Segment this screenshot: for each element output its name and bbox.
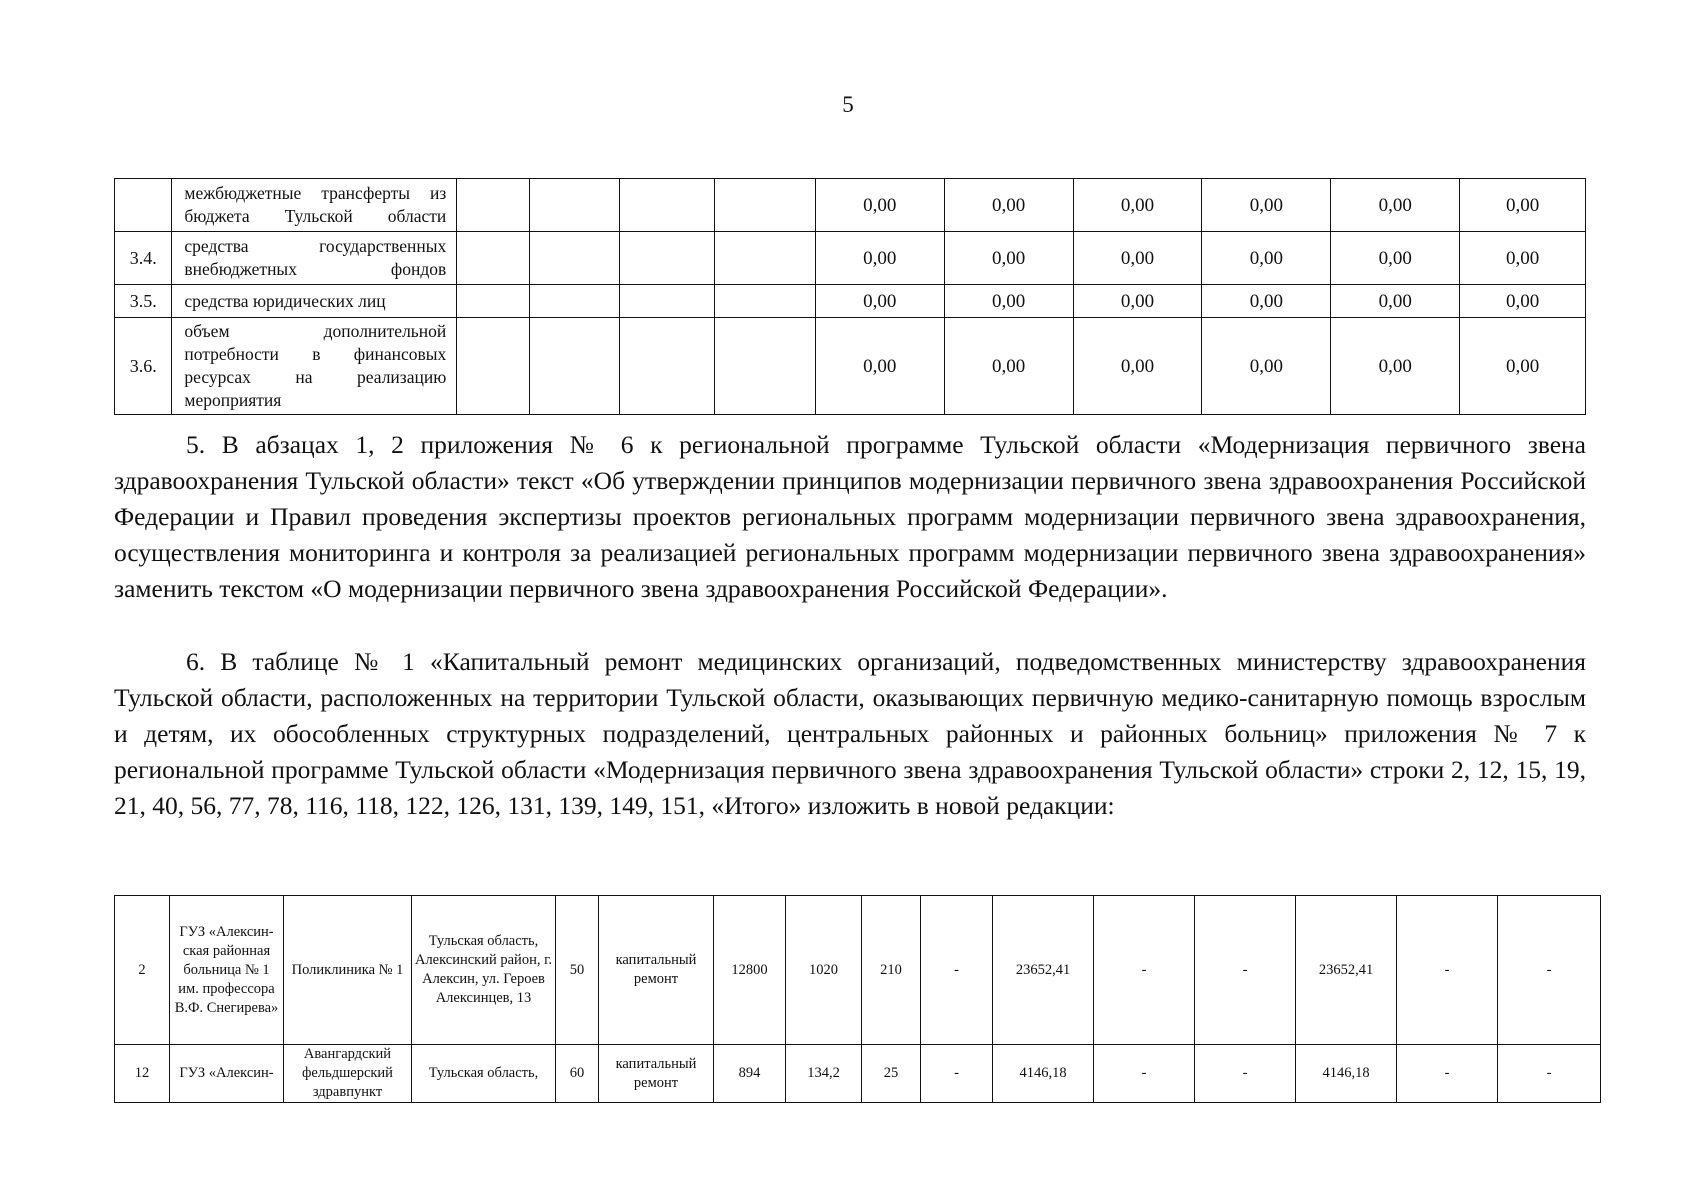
value-cell: 0,00: [1460, 179, 1586, 232]
table-row: [115, 896, 1601, 1045]
value-cell: 4146,18: [993, 1045, 1094, 1103]
value-cell: 0,00: [1460, 232, 1586, 285]
value-cell: 0,00: [815, 318, 944, 415]
organization-cell: ГУЗ «Алексин-ская районная больница № 1 им. профессора В.Ф. Снегирева»: [170, 896, 284, 1045]
value-cell: 0,00: [1460, 285, 1586, 318]
value-cell: 0,00: [944, 285, 1073, 318]
value-cell: -: [1195, 896, 1296, 1045]
address-cell: Тульская область, Алексинский район, г. Алексин, ул. Героев Алексинцев, 13: [412, 896, 556, 1045]
row-description: межбюджетные трансферты из бюджета Тульской области: [172, 179, 457, 232]
table-row: [115, 318, 1586, 415]
table-row: [115, 232, 1586, 285]
table-row: [115, 179, 1586, 232]
value-cell: 0,00: [815, 179, 944, 232]
value-cell: 0,00: [1073, 318, 1202, 415]
row-number: 12: [115, 1045, 170, 1103]
value-cell: 0,00: [815, 232, 944, 285]
value-cell: -: [1397, 896, 1498, 1045]
value-cell: 0,00: [944, 232, 1073, 285]
value-cell: 1020: [786, 896, 862, 1045]
value-cell: -: [1094, 1045, 1195, 1103]
value-cell: 0,00: [815, 285, 944, 318]
row-number: 3.6.: [115, 318, 172, 415]
year-cell: 50: [556, 896, 599, 1045]
table-row: [115, 1045, 1601, 1103]
value-cell: 0,00: [1073, 232, 1202, 285]
value-cell: 23652,41: [993, 896, 1094, 1045]
table-row: [115, 285, 1586, 318]
value-cell: -: [921, 896, 993, 1045]
object-cell: Поликлиника № 1: [284, 896, 412, 1045]
year-cell: 60: [556, 1045, 599, 1103]
value-cell: 0,00: [1331, 232, 1460, 285]
value-cell: -: [1498, 896, 1601, 1045]
work-type-cell: капитальный ремонт: [599, 1045, 714, 1103]
row-description: средства государственных внебюджетных фондов: [172, 232, 457, 285]
value-cell: 0,00: [1202, 285, 1331, 318]
value-cell: 0,00: [1202, 318, 1331, 415]
value-cell: 25: [862, 1045, 921, 1103]
paragraph-item-5: 5. В абзацах 1, 2 приложения № 6 к региональной программе Тульской области «Модернизация первичного звена здравоохранения Тульской области» текст «Об утверждении принципов модернизации первичного звена здравоохранения Российской Федерации и Правил проведения экспертизы проектов региональных программ модернизации первичного звена здравоохранения, осуществления мониторинга и контроля за реализацией региональных программ модернизации первичного звена здравоохранения» заменить текстом «О модернизации первичного звена здравоохранения Российской Федерации».: [114, 430, 1586, 603]
row-description: средства юридических лиц: [172, 285, 457, 318]
value-cell: 4146,18: [1296, 1045, 1397, 1103]
value-cell: 134,2: [786, 1045, 862, 1103]
value-cell: 0,00: [944, 318, 1073, 415]
page-number: 5: [842, 92, 854, 117]
value-cell: 0,00: [1202, 232, 1331, 285]
value-cell: 210: [862, 896, 921, 1045]
value-cell: -: [1094, 896, 1195, 1045]
object-cell: Авангардский фельдшерский здравпункт: [284, 1045, 412, 1103]
value-cell: 0,00: [1460, 318, 1586, 415]
row-number: 3.4.: [115, 232, 172, 285]
value-cell: -: [1195, 1045, 1296, 1103]
value-cell: 0,00: [1073, 285, 1202, 318]
paragraph-item-6: 6. В таблице № 1 «Капитальный ремонт медицинских организаций, подведомственных министерству здравоохранения Тульской области, расположенных на территории Тульской области, оказывающих первичную медико-санитарную помощь взрослым и детям, их обособленных структурных подразделений, центральных районных и районных больниц» приложения № 7 к региональной программе Тульской области «Модернизация первичного звена здравоохранения Тульской области» строки 2, 12, 15, 19, 21, 40, 56, 77, 78, 116, 118, 122, 126, 131, 139, 149, 151, «Итого» изложить в новой редакции:: [114, 647, 1586, 820]
financing-table: [114, 178, 1586, 415]
value-cell: 0,00: [1331, 285, 1460, 318]
value-cell: 0,00: [1331, 318, 1460, 415]
value-cell: 0,00: [1331, 179, 1460, 232]
value-cell: 12800: [714, 896, 786, 1045]
value-cell: 0,00: [1202, 179, 1331, 232]
organization-cell: ГУЗ «Алексин-: [170, 1045, 284, 1103]
work-type-cell: капитальный ремонт: [599, 896, 714, 1045]
value-cell: -: [921, 1045, 993, 1103]
row-number: 3.5.: [115, 285, 172, 318]
value-cell: 0,00: [944, 179, 1073, 232]
value-cell: 0,00: [1073, 179, 1202, 232]
capital-repair-table: [114, 895, 1601, 1103]
address-cell: Тульская область,: [412, 1045, 556, 1103]
value-cell: 894: [714, 1045, 786, 1103]
row-description: объем дополнительной потребности в финансовых ресурсах на реализацию мероприятия: [172, 318, 457, 415]
value-cell: -: [1498, 1045, 1601, 1103]
value-cell: 23652,41: [1296, 896, 1397, 1045]
row-number: [115, 179, 172, 232]
row-number: 2: [115, 896, 170, 1045]
value-cell: -: [1397, 1045, 1498, 1103]
